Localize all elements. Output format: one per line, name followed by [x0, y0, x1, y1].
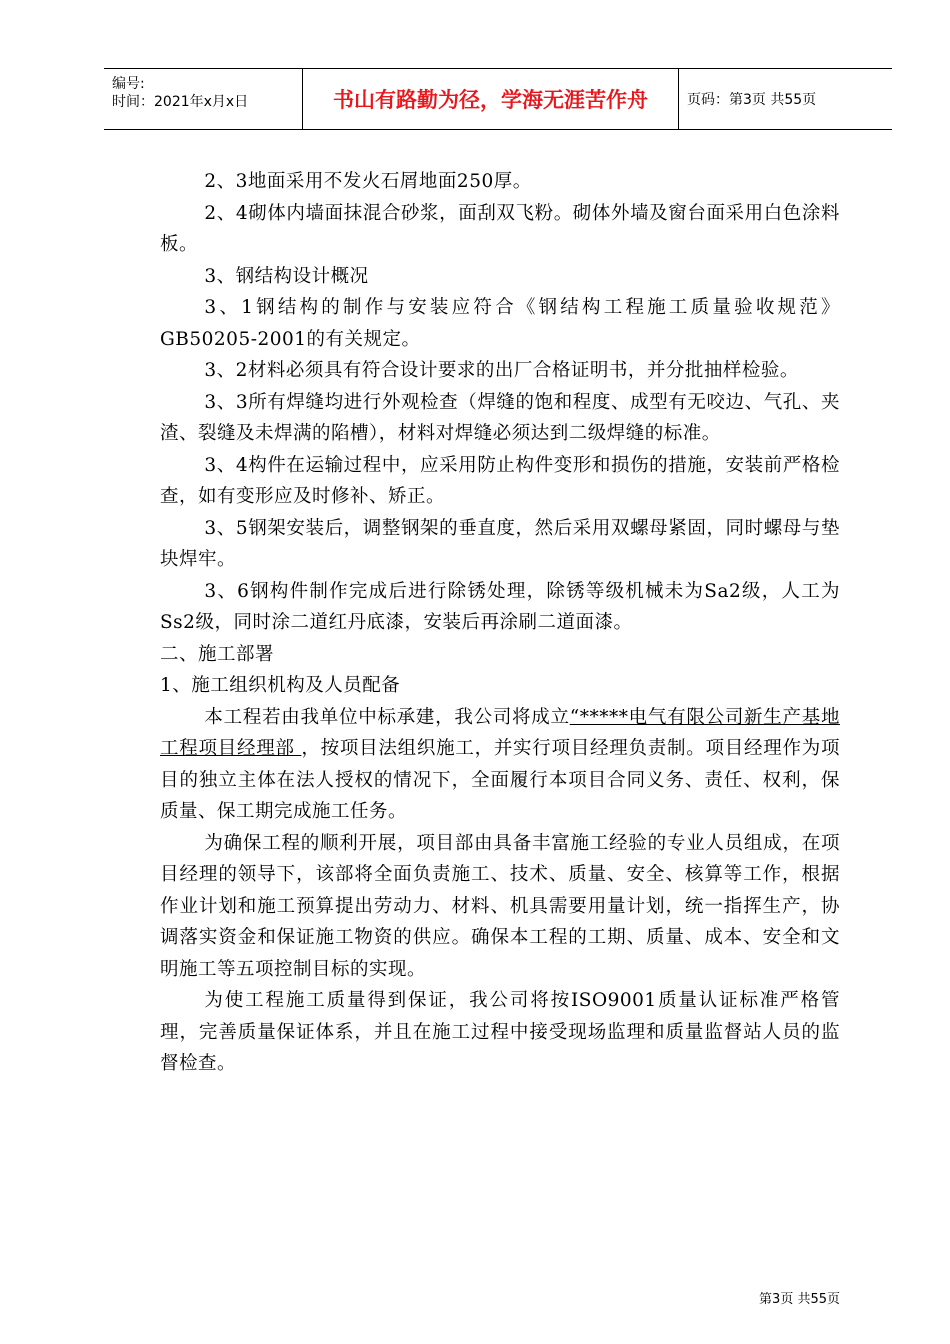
code-label: 编号: [112, 76, 145, 92]
header-meta-cell [104, 69, 303, 129]
paragraph-3-5: 3、5钢架安装后，调整钢架的垂直度，然后采用双螺母紧固，同时螺母与垫块焊牢。 [160, 517, 840, 570]
project-department-name: “*****电气有限公司新生产基地工程项目经理部 [160, 706, 840, 759]
paragraph-3-1: 3、1钢结构的制作与安装应符合《钢结构工程施工质量验收规范》GB50205-2001的有关规定。 [160, 297, 840, 350]
paragraph-2-4: 2、4砌体内墙面抹混合砂浆，面刮双飞粉。砌体外墙及窗台面采用白色涂料板。 [160, 202, 840, 255]
paragraph-3-6: 3、6钢构件制作完成后进行除锈处理，除锈等级机械未为Sa2级，人工为Ss2级，同时涂二道红丹底漆，安装后再涂刷二道面漆。 [160, 580, 840, 633]
document-body [160, 166, 840, 1080]
paragraph-2-3: 2、3地面采用不发火石屑地面250厚。 [204, 171, 532, 192]
paragraph-quality: 为使工程施工质量得到保证，我公司将按ISO9001质量认证标准严格管理，完善质量保证体系，并且在施工过程中接受现场监理和质量监督站人员的监督检查。 [160, 990, 840, 1074]
paragraph-3-3: 3、3所有焊缝均进行外观检查（焊缝的饱和程度、成型有无咬边、气孔、夹渣、裂缝及未焊满的陷槽），材料对焊缝必须达到二级焊缝的标准。 [160, 391, 840, 444]
header-table [104, 68, 892, 130]
paragraph-organization-post: ，按项目法组织施工，并实行项目经理负责制。项目经理作为项目的独立主体在法人授权的情况下，全面履行本项目合同义务、责任、权利，保质量、保工期完成施工任务。 [160, 738, 840, 822]
paragraph-organization-pre: 本工程若由我单位中标承建，我公司将成立 [204, 706, 570, 728]
paragraph-project-team: 为确保工程的顺利开展，项目部由具备丰富施工经验的专业人员组成，在项目经理的领导下，该部将全面负责施工、技术、质量、安全、核算等工作，根据作业计划和施工预算提出劳动力、材料、机具需要用量计划，统一指挥生产，协调落实资金和保证施工物资的供应。确保本工程的工期、质量、成本、安全和文明施工等五项控制目标的实现。 [160, 832, 840, 980]
heading-construction-deployment: 二、施工部署 [160, 643, 275, 665]
heading-steel-structure: 3、钢结构设计概况 [204, 265, 369, 287]
footer-page-number: 第3页 共55页 [759, 1292, 840, 1307]
paragraph-3-2: 3、2材料必须具有符合设计要求的出厂合格证明书，并分批抽样检验。 [204, 360, 799, 381]
paragraph-organization [160, 702, 840, 828]
heading-organization: 1、施工组织机构及人员配备 [160, 675, 401, 696]
time-label: 时间：2021年x月x日 [112, 94, 249, 110]
header-motto: 书山有路勤为径，学海无涯苦作舟 [303, 69, 679, 129]
header-page-info: 页码：第3页 共55页 [687, 92, 817, 108]
paragraph-3-4: 3、4构件在运输过程中，应采用防止构件变形和损伤的措施，安装前严格检查，如有变形应及时修补、矫正。 [160, 454, 840, 507]
